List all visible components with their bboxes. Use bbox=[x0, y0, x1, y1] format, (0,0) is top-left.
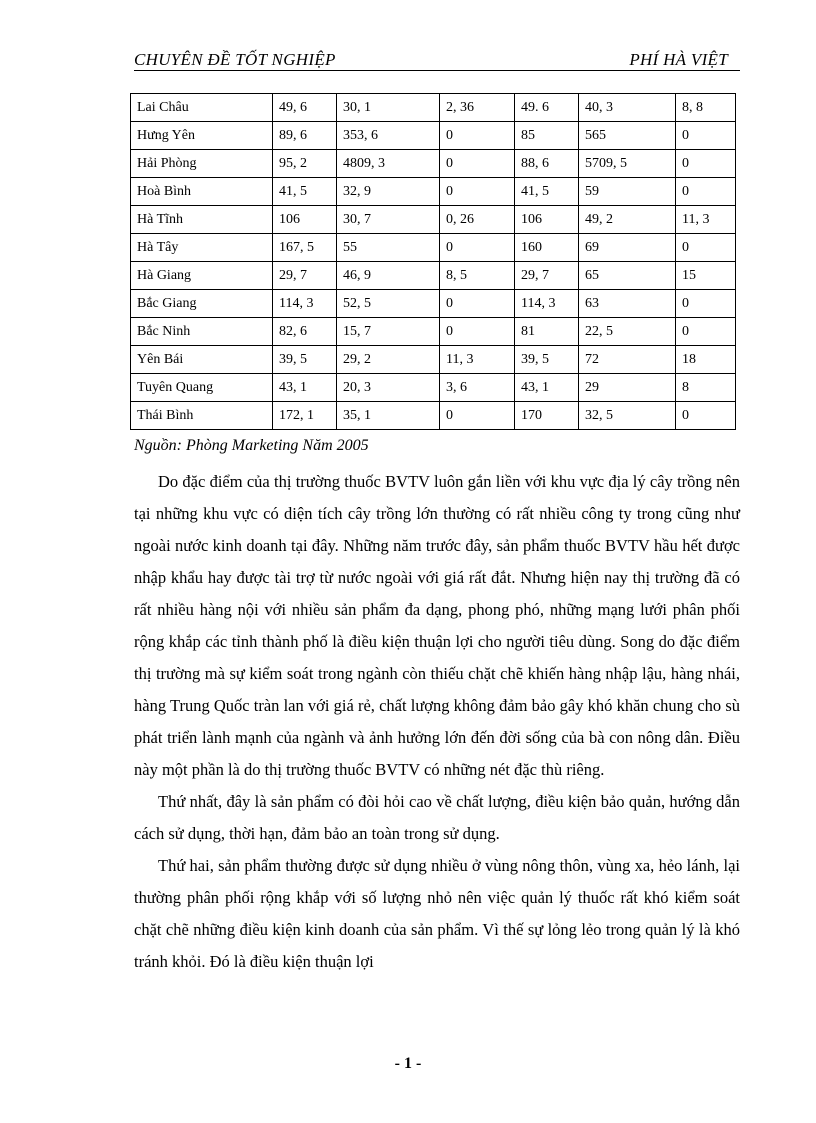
body-text bbox=[134, 466, 740, 978]
value-cell: 49, 6 bbox=[273, 94, 337, 122]
value-cell: 0, 26 bbox=[440, 206, 515, 234]
value-cell: 167, 5 bbox=[273, 234, 337, 262]
value-cell: 0 bbox=[440, 234, 515, 262]
value-cell: 63 bbox=[579, 290, 676, 318]
value-cell: 8 bbox=[676, 374, 736, 402]
data-table bbox=[130, 93, 736, 430]
value-cell: 85 bbox=[515, 122, 579, 150]
province-cell: Thái Bình bbox=[131, 402, 273, 430]
value-cell: 81 bbox=[515, 318, 579, 346]
page-header bbox=[134, 48, 740, 71]
header-title: CHUYÊN ĐỀ TỐT NGHIỆP bbox=[134, 50, 336, 69]
value-cell: 8, 8 bbox=[676, 94, 736, 122]
value-cell: 39, 5 bbox=[273, 346, 337, 374]
table-row bbox=[131, 318, 736, 346]
value-cell: 22, 5 bbox=[579, 318, 676, 346]
value-cell: 65 bbox=[579, 262, 676, 290]
table-row bbox=[131, 262, 736, 290]
value-cell: 32, 5 bbox=[579, 402, 676, 430]
value-cell: 114, 3 bbox=[273, 290, 337, 318]
province-cell: Hoà Bình bbox=[131, 178, 273, 206]
value-cell: 46, 9 bbox=[337, 262, 440, 290]
value-cell: 0 bbox=[440, 318, 515, 346]
paragraph: Do đặc điểm của thị trường thuốc BVTV luôn gắn liền với khu vực địa lý cây trồng nên tại những khu vực có diện tích cây trồng lớn thường có rất nhiều công ty trong cũng như ngoài nước kinh doanh tại đây. Những năm trước đây, sản phẩm thuốc BVTV hầu hết được nhập khẩu hay được tài trợ từ nước ngoài với giá rất đắt. Nhưng hiện nay thị trường đã có rất nhiều hàng nội với nhiều sản phẩm đa dạng, phong phó, những mạng lưới phân phối rộng khắp các tỉnh thành phố là điều kiện thuận lợi cho người tiêu dùng. Song do đặc điểm thị trường mà sự kiểm soát trong ngành còn thiếu chặt chẽ khiến hàng nhập lậu, hàng nhái, hàng Trung Quốc tràn lan với giá rẻ, chất lượng không đảm bảo gây khó khăn chung cho sù phát triển lành mạnh của ngành và ảnh hưởng lớn đến đời sống của bà con nông dân. Điều này một phần là do thị trường thuốc BVTV có những nét đặc thù riêng. bbox=[134, 472, 740, 779]
value-cell: 0 bbox=[440, 178, 515, 206]
value-cell: 88, 6 bbox=[515, 150, 579, 178]
table-row bbox=[131, 122, 736, 150]
province-cell: Bắc Ninh bbox=[131, 318, 273, 346]
province-cell: Hải Phòng bbox=[131, 150, 273, 178]
value-cell: 82, 6 bbox=[273, 318, 337, 346]
value-cell: 55 bbox=[337, 234, 440, 262]
province-cell: Hà Tây bbox=[131, 234, 273, 262]
province-cell: Hưng Yên bbox=[131, 122, 273, 150]
value-cell: 52, 5 bbox=[337, 290, 440, 318]
table-row bbox=[131, 150, 736, 178]
value-cell: 49, 2 bbox=[579, 206, 676, 234]
value-cell: 39, 5 bbox=[515, 346, 579, 374]
value-cell: 0 bbox=[440, 402, 515, 430]
value-cell: 2, 36 bbox=[440, 94, 515, 122]
province-cell: Tuyên Quang bbox=[131, 374, 273, 402]
value-cell: 5709, 5 bbox=[579, 150, 676, 178]
table-row bbox=[131, 374, 736, 402]
value-cell: 72 bbox=[579, 346, 676, 374]
value-cell: 41, 5 bbox=[273, 178, 337, 206]
value-cell: 15, 7 bbox=[337, 318, 440, 346]
value-cell: 172, 1 bbox=[273, 402, 337, 430]
value-cell: 106 bbox=[273, 206, 337, 234]
value-cell: 41, 5 bbox=[515, 178, 579, 206]
table-row bbox=[131, 290, 736, 318]
page-number: - 1 - bbox=[394, 1055, 422, 1072]
table-row bbox=[131, 402, 736, 430]
value-cell: 69 bbox=[579, 234, 676, 262]
table-row bbox=[131, 234, 736, 262]
value-cell: 565 bbox=[579, 122, 676, 150]
value-cell: 29, 2 bbox=[337, 346, 440, 374]
value-cell: 0 bbox=[440, 150, 515, 178]
table-row bbox=[131, 206, 736, 234]
paragraph: Thứ hai, sản phẩm thường được sử dụng nhiều ở vùng nông thôn, vùng xa, hẻo lánh, lại thường phân phối rộng khắp với số lượng nhỏ nên việc quản lý thuốc rất khó kiểm soát chặt chẽ những điều kiện kinh doanh của sản phẩm. Vì thế sự lỏng lẻo trong quản lý là khó tránh khỏi. Đó là điều kiện thuận lợi bbox=[134, 856, 740, 971]
province-cell: Hà Giang bbox=[131, 262, 273, 290]
value-cell: 11, 3 bbox=[440, 346, 515, 374]
value-cell: 0 bbox=[676, 402, 736, 430]
value-cell: 114, 3 bbox=[515, 290, 579, 318]
value-cell: 0 bbox=[440, 122, 515, 150]
value-cell: 43, 1 bbox=[515, 374, 579, 402]
value-cell: 95, 2 bbox=[273, 150, 337, 178]
value-cell: 49. 6 bbox=[515, 94, 579, 122]
province-cell: Bắc Giang bbox=[131, 290, 273, 318]
value-cell: 29, 7 bbox=[515, 262, 579, 290]
value-cell: 8, 5 bbox=[440, 262, 515, 290]
value-cell: 40, 3 bbox=[579, 94, 676, 122]
value-cell: 0 bbox=[676, 234, 736, 262]
value-cell: 35, 1 bbox=[337, 402, 440, 430]
table-source: Nguồn: Phòng Marketing Năm 2005 bbox=[134, 437, 369, 454]
value-cell: 0 bbox=[676, 122, 736, 150]
province-cell: Lai Châu bbox=[131, 94, 273, 122]
value-cell: 0 bbox=[676, 178, 736, 206]
value-cell: 43, 1 bbox=[273, 374, 337, 402]
value-cell: 32, 9 bbox=[337, 178, 440, 206]
value-cell: 0 bbox=[676, 290, 736, 318]
value-cell: 20, 3 bbox=[337, 374, 440, 402]
value-cell: 29 bbox=[579, 374, 676, 402]
value-cell: 18 bbox=[676, 346, 736, 374]
value-cell: 160 bbox=[515, 234, 579, 262]
value-cell: 89, 6 bbox=[273, 122, 337, 150]
value-cell: 29, 7 bbox=[273, 262, 337, 290]
value-cell: 59 bbox=[579, 178, 676, 206]
value-cell: 170 bbox=[515, 402, 579, 430]
value-cell: 30, 1 bbox=[337, 94, 440, 122]
table-row bbox=[131, 178, 736, 206]
header-author: PHÍ HÀ VIỆT bbox=[629, 50, 728, 69]
table-row bbox=[131, 346, 736, 374]
value-cell: 4809, 3 bbox=[337, 150, 440, 178]
value-cell: 106 bbox=[515, 206, 579, 234]
value-cell: 15 bbox=[676, 262, 736, 290]
paragraph: Thứ nhất, đây là sản phẩm có đòi hỏi cao về chất lượng, điều kiện bảo quản, hướng dẫn cách sử dụng, thời hạn, đảm bảo an toàn trong sử dụng. bbox=[134, 792, 740, 843]
value-cell: 3, 6 bbox=[440, 374, 515, 402]
value-cell: 11, 3 bbox=[676, 206, 736, 234]
value-cell: 0 bbox=[440, 290, 515, 318]
value-cell: 0 bbox=[676, 150, 736, 178]
value-cell: 0 bbox=[676, 318, 736, 346]
value-cell: 353, 6 bbox=[337, 122, 440, 150]
province-cell: Yên Bái bbox=[131, 346, 273, 374]
province-cell: Hà Tĩnh bbox=[131, 206, 273, 234]
value-cell: 30, 7 bbox=[337, 206, 440, 234]
table-row bbox=[131, 94, 736, 122]
